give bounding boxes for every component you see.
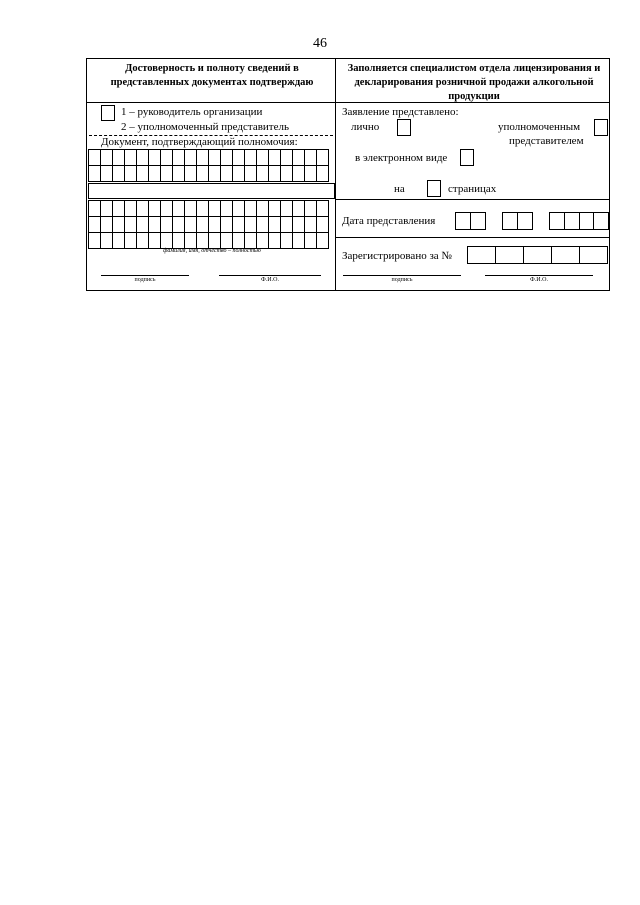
- authority-document-label: Документ, подтверждающий полномочия:: [101, 136, 298, 148]
- input-cell[interactable]: [245, 233, 257, 249]
- input-cell[interactable]: [524, 247, 552, 264]
- input-cell[interactable]: [257, 201, 269, 217]
- input-cell[interactable]: [233, 217, 245, 233]
- input-cell[interactable]: [149, 150, 161, 166]
- input-cell[interactable]: [89, 166, 101, 182]
- right-heading: Заполняется специалистом отдела лицензирования и декларирования розничной продажи алкогольной продукции: [347, 63, 601, 102]
- input-cell[interactable]: [550, 213, 565, 230]
- input-cell[interactable]: [293, 201, 305, 217]
- on-label: на: [394, 183, 405, 195]
- electronic-label: в электронном виде: [355, 152, 448, 164]
- input-cell[interactable]: [305, 166, 317, 182]
- input-cell[interactable]: [456, 213, 471, 230]
- input-cell[interactable]: [113, 201, 125, 217]
- input-cell[interactable]: [245, 217, 257, 233]
- input-cell[interactable]: [317, 150, 329, 166]
- input-cell[interactable]: [209, 150, 221, 166]
- pages-label: страницах: [448, 183, 497, 195]
- input-cell[interactable]: [281, 201, 293, 217]
- full-name-grid[interactable]: [88, 200, 329, 249]
- input-cell[interactable]: [305, 217, 317, 233]
- input-cell[interactable]: [125, 233, 137, 249]
- input-cell[interactable]: [305, 150, 317, 166]
- left-signature-line[interactable]: [101, 275, 189, 276]
- input-cell[interactable]: [594, 213, 609, 230]
- input-cell[interactable]: [149, 233, 161, 249]
- page-number: 46: [313, 36, 327, 51]
- input-cell[interactable]: [137, 233, 149, 249]
- option-authorized-representative: 2 – уполномоченный представитель: [121, 121, 290, 133]
- grid-row: [89, 150, 329, 166]
- input-cell[interactable]: [518, 213, 533, 230]
- by-representative-label-2: представителем: [509, 135, 584, 147]
- input-cell[interactable]: [281, 217, 293, 233]
- input-cell[interactable]: [293, 166, 305, 182]
- input-cell[interactable]: [579, 213, 594, 230]
- grid-row: [89, 166, 329, 182]
- input-cell[interactable]: [221, 233, 233, 249]
- input-cell[interactable]: [233, 150, 245, 166]
- input-cell[interactable]: [503, 213, 518, 230]
- authority-document-grid[interactable]: [88, 149, 329, 182]
- left-heading: Достоверность и полноту сведений в представленных документах подтверждаю: [110, 63, 314, 88]
- input-cell[interactable]: [317, 166, 329, 182]
- date-month-boxes[interactable]: [502, 212, 533, 230]
- registered-label: Зарегистрировано за №: [342, 250, 452, 262]
- left-fio-caption: Ф.И.О.: [261, 277, 279, 283]
- electronic-checkbox[interactable]: [460, 149, 474, 166]
- grid-row: [89, 233, 329, 249]
- input-cell[interactable]: [161, 217, 173, 233]
- input-cell[interactable]: [101, 217, 113, 233]
- input-cell[interactable]: [173, 233, 185, 249]
- input-cell[interactable]: [269, 217, 281, 233]
- input-cell[interactable]: [101, 166, 113, 182]
- column-divider: [335, 59, 336, 290]
- input-cell[interactable]: [221, 166, 233, 182]
- input-cell[interactable]: [137, 201, 149, 217]
- input-cell[interactable]: [221, 217, 233, 233]
- right-row-divider-2: [336, 237, 609, 238]
- input-cell[interactable]: [113, 217, 125, 233]
- input-cell[interactable]: [317, 201, 329, 217]
- input-cell[interactable]: [161, 166, 173, 182]
- input-cell[interactable]: [113, 166, 125, 182]
- input-cell[interactable]: [185, 166, 197, 182]
- left-fio-line[interactable]: [219, 275, 321, 276]
- input-cell[interactable]: [113, 233, 125, 249]
- signer-type-box[interactable]: [101, 105, 115, 121]
- input-cell[interactable]: [185, 233, 197, 249]
- input-cell[interactable]: [137, 166, 149, 182]
- input-cell[interactable]: [149, 217, 161, 233]
- input-cell[interactable]: [245, 150, 257, 166]
- input-cell[interactable]: [293, 217, 305, 233]
- input-cell[interactable]: [125, 150, 137, 166]
- input-cell[interactable]: [305, 233, 317, 249]
- input-cell[interactable]: [293, 233, 305, 249]
- input-cell[interactable]: [161, 201, 173, 217]
- input-cell[interactable]: [245, 166, 257, 182]
- input-cell[interactable]: [552, 247, 580, 264]
- input-cell[interactable]: [293, 150, 305, 166]
- input-cell[interactable]: [221, 150, 233, 166]
- input-cell[interactable]: [257, 217, 269, 233]
- input-cell[interactable]: [173, 201, 185, 217]
- input-cell[interactable]: [101, 233, 113, 249]
- input-cell[interactable]: [233, 233, 245, 249]
- input-cell[interactable]: [101, 150, 113, 166]
- by-representative-label: уполномоченным: [498, 121, 581, 133]
- date-label: Дата представления: [342, 215, 436, 227]
- input-cell[interactable]: [89, 150, 101, 166]
- authority-document-line[interactable]: [88, 183, 335, 199]
- input-cell[interactable]: [137, 217, 149, 233]
- input-cell[interactable]: [269, 166, 281, 182]
- input-cell[interactable]: [221, 201, 233, 217]
- input-cell[interactable]: [281, 150, 293, 166]
- input-cell[interactable]: [471, 213, 486, 230]
- input-cell[interactable]: [468, 247, 496, 264]
- input-cell[interactable]: [209, 201, 221, 217]
- input-cell[interactable]: [197, 233, 209, 249]
- input-cell[interactable]: [209, 217, 221, 233]
- option-head-of-organization: 1 – руководитель организации: [121, 106, 263, 118]
- submitted-label: Заявление представлено:: [342, 106, 459, 118]
- input-cell[interactable]: [257, 233, 269, 249]
- input-cell[interactable]: [269, 233, 281, 249]
- input-cell[interactable]: [281, 166, 293, 182]
- verification-form: [86, 58, 610, 291]
- input-cell[interactable]: [496, 247, 524, 264]
- input-cell[interactable]: [185, 150, 197, 166]
- input-cell[interactable]: [173, 150, 185, 166]
- input-cell[interactable]: [317, 233, 329, 249]
- right-fio-line[interactable]: [485, 275, 593, 276]
- input-cell[interactable]: [580, 247, 608, 264]
- input-cell[interactable]: [149, 166, 161, 182]
- input-cell[interactable]: [209, 166, 221, 182]
- input-cell[interactable]: [197, 217, 209, 233]
- input-cell[interactable]: [89, 233, 101, 249]
- registration-number-boxes[interactable]: [467, 246, 608, 264]
- input-cell[interactable]: [317, 217, 329, 233]
- input-cell[interactable]: [149, 201, 161, 217]
- input-cell[interactable]: [281, 233, 293, 249]
- input-cell[interactable]: [245, 201, 257, 217]
- date-day-boxes[interactable]: [455, 212, 486, 230]
- input-cell[interactable]: [197, 150, 209, 166]
- grid-row: [89, 201, 329, 217]
- input-cell[interactable]: [233, 166, 245, 182]
- in-person-label: лично: [351, 121, 380, 133]
- input-cell[interactable]: [101, 201, 113, 217]
- right-signature-caption: подпись: [391, 277, 413, 283]
- left-signature-caption: подпись: [134, 277, 156, 283]
- input-cell[interactable]: [161, 150, 173, 166]
- right-signature-line[interactable]: [343, 275, 461, 276]
- input-cell[interactable]: [173, 217, 185, 233]
- input-cell[interactable]: [125, 201, 137, 217]
- by-representative-checkbox[interactable]: [594, 119, 608, 136]
- input-cell[interactable]: [233, 201, 245, 217]
- input-cell[interactable]: [269, 201, 281, 217]
- input-cell[interactable]: [197, 166, 209, 182]
- input-cell[interactable]: [185, 217, 197, 233]
- input-cell[interactable]: [113, 150, 125, 166]
- in-person-checkbox[interactable]: [397, 119, 411, 136]
- input-cell[interactable]: [197, 201, 209, 217]
- page-count-box[interactable]: [427, 180, 441, 197]
- input-cell[interactable]: [257, 150, 269, 166]
- grid-row: [89, 217, 329, 233]
- input-cell[interactable]: [161, 233, 173, 249]
- input-cell[interactable]: [137, 150, 149, 166]
- input-cell[interactable]: [269, 150, 281, 166]
- input-cell[interactable]: [89, 217, 101, 233]
- input-cell[interactable]: [185, 201, 197, 217]
- right-fio-caption: Ф.И.О.: [530, 277, 548, 283]
- input-cell[interactable]: [305, 201, 317, 217]
- input-cell[interactable]: [125, 217, 137, 233]
- input-cell[interactable]: [89, 201, 101, 217]
- input-cell[interactable]: [209, 233, 221, 249]
- input-cell[interactable]: [173, 166, 185, 182]
- right-row-divider-1: [336, 199, 609, 200]
- input-cell[interactable]: [257, 166, 269, 182]
- date-year-boxes[interactable]: [549, 212, 609, 230]
- full-name-caption: фамилия, имя, отчество – полностью: [163, 248, 261, 254]
- input-cell[interactable]: [125, 166, 137, 182]
- input-cell[interactable]: [564, 213, 579, 230]
